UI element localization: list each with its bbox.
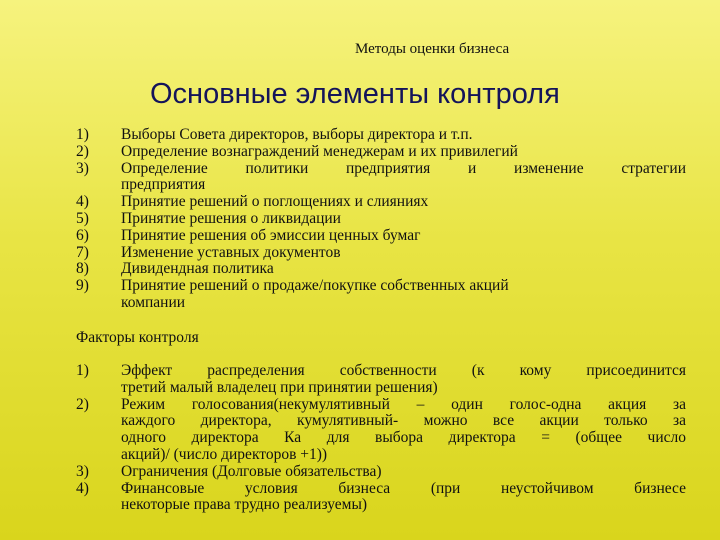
item-text: акций)/ (число директоров +1)) bbox=[121, 445, 328, 463]
item-number: 1) bbox=[76, 126, 89, 143]
factors-heading: Факторы контроля bbox=[76, 329, 199, 346]
item-number: 3) bbox=[76, 462, 89, 480]
item-number: 4) bbox=[76, 479, 89, 497]
item-number: 6) bbox=[76, 226, 89, 244]
list-item bbox=[76, 397, 686, 464]
item-text: одного директора Ка для выбора директора = (общее число bbox=[121, 429, 686, 447]
item-text: некоторые права трудно реализуемы) bbox=[121, 496, 368, 514]
item-text: Финансовые условия бизнеса (при неустойчивом бизнесе bbox=[121, 479, 686, 497]
item-text: Определение политики предприятия и изменение стратегии bbox=[121, 159, 686, 177]
item-text: каждого директора, кумулятивный- можно все акции только за bbox=[121, 412, 686, 430]
list-item bbox=[76, 363, 686, 397]
item-number: 9) bbox=[76, 277, 89, 295]
item-text: Принятие решения об эмиссии ценных бумаг bbox=[121, 226, 421, 244]
list-item bbox=[76, 245, 686, 262]
item-number: 3) bbox=[76, 159, 89, 177]
list-item bbox=[76, 481, 686, 515]
list-item bbox=[76, 194, 686, 211]
item-text: Дивидендная политика bbox=[121, 260, 274, 278]
control-elements-list bbox=[76, 127, 686, 312]
item-number: 7) bbox=[76, 243, 89, 261]
item-text: Ограничения (Долговые обязательства) bbox=[121, 462, 382, 480]
item-number: 2) bbox=[76, 142, 89, 160]
item-number: 5) bbox=[76, 209, 89, 227]
list-item bbox=[76, 278, 686, 312]
list-item bbox=[76, 161, 686, 195]
item-text: Определение вознаграждений менеджерам и их привилегий bbox=[121, 142, 518, 160]
list-item bbox=[76, 228, 686, 245]
item-text: Изменение уставных документов bbox=[121, 243, 341, 261]
item-text: Эффект распределения собственности (к кому присоединится bbox=[121, 362, 686, 379]
slide-title: Основные элементы контроля bbox=[150, 78, 560, 110]
item-number: 8) bbox=[76, 260, 89, 278]
list-item bbox=[76, 464, 686, 481]
list-item bbox=[76, 261, 686, 278]
list-item bbox=[76, 127, 686, 144]
item-number: 4) bbox=[76, 193, 89, 211]
item-number: 2) bbox=[76, 395, 89, 413]
item-text: Режим голосования(некумулятивный – один голос-одна акция за bbox=[121, 395, 686, 413]
item-number: 1) bbox=[76, 362, 89, 379]
item-text: третий малый владелец при принятии решения) bbox=[121, 378, 438, 396]
item-text: предприятия bbox=[121, 176, 206, 194]
item-text: компании bbox=[121, 293, 186, 311]
item-text: Выборы Совета директоров, выборы директора и т.п. bbox=[121, 126, 473, 143]
item-text: Принятие решений о поглощениях и слияниях bbox=[121, 193, 429, 211]
item-text: Принятие решения о ликвидации bbox=[121, 209, 341, 227]
item-text: Принятие решений о продаже/покупке собственных акций bbox=[121, 277, 509, 295]
list-item bbox=[76, 211, 686, 228]
slide-header: Методы оценки бизнеса bbox=[355, 41, 510, 57]
list-item bbox=[76, 144, 686, 161]
control-factors-list bbox=[76, 363, 686, 514]
